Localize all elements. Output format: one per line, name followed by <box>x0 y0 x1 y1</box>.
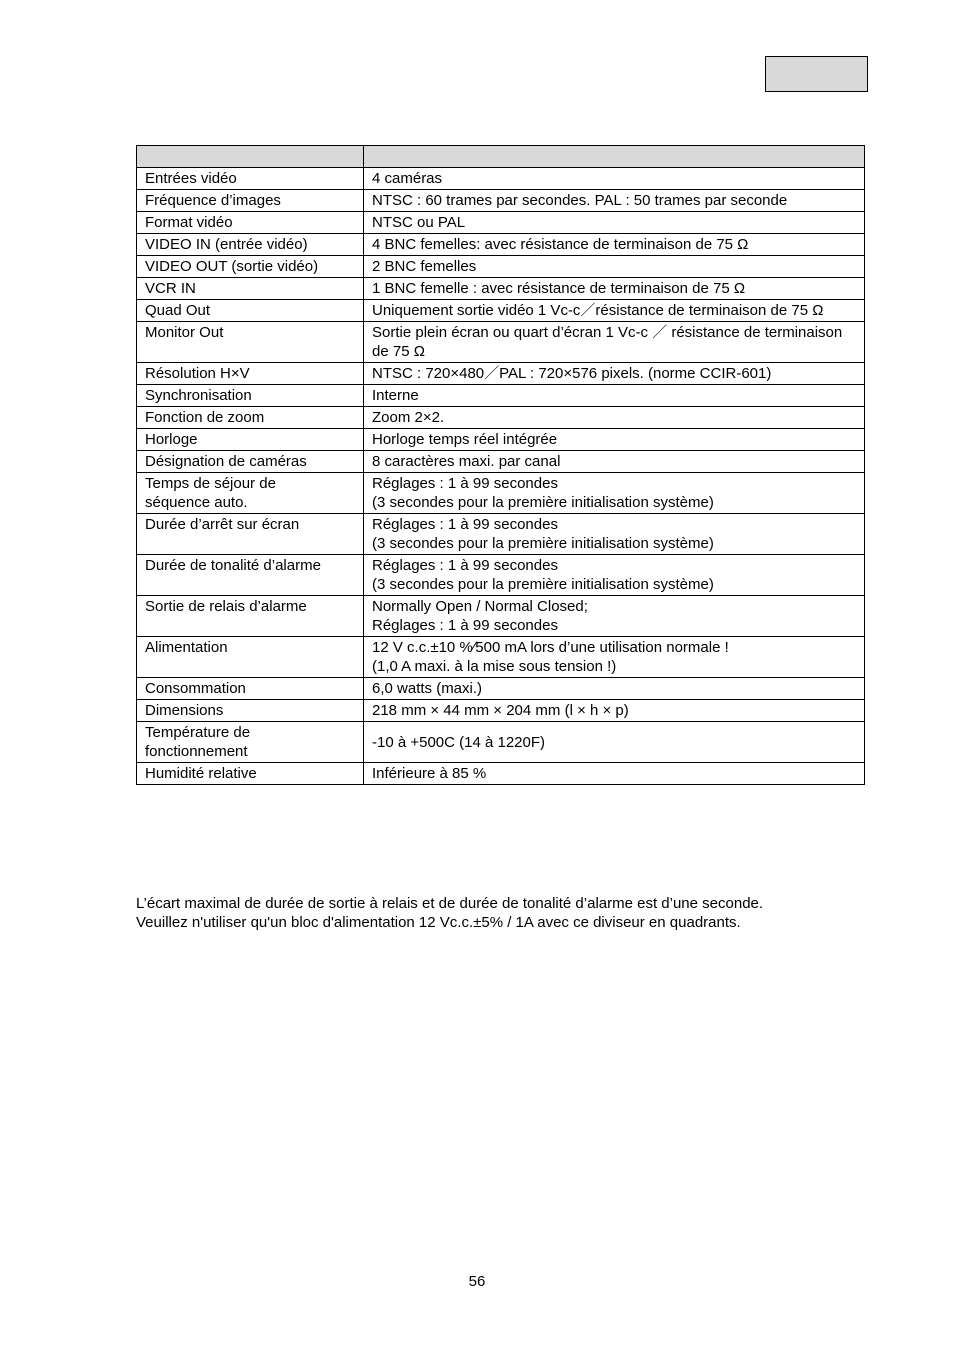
table-row <box>137 300 865 322</box>
spec-label-cell <box>137 234 364 256</box>
spec-label-text: Temps de séjour de <box>145 475 276 492</box>
spec-label-text: Horloge <box>145 431 198 448</box>
spec-label-text: Synchronisation <box>145 387 252 404</box>
spec-value-text: NTSC ou PAL <box>372 214 466 231</box>
spec-label-text: Durée d’arrêt sur écran <box>145 516 300 533</box>
table-row <box>137 256 865 278</box>
table-row <box>137 322 865 363</box>
spec-value-text: 4 caméras <box>372 170 443 187</box>
spec-label-cell <box>137 190 364 212</box>
spec-label-cell <box>137 322 364 363</box>
spec-value-cell <box>364 451 865 473</box>
spec-label-cell <box>137 514 364 555</box>
spec-value-text: (3 secondes pour la première initialisation système) <box>372 535 714 552</box>
spec-label-text: Consommation <box>145 680 246 697</box>
spec-label-cell <box>137 596 364 637</box>
spec-value-text: Inférieure à 85 % <box>372 765 487 782</box>
spec-label-text: Dimensions <box>145 702 224 719</box>
spec-value-cell <box>364 596 865 637</box>
specifications-table <box>136 145 865 785</box>
spec-label-cell <box>137 700 364 722</box>
spec-value-cell <box>364 234 865 256</box>
spec-label-text: Durée de tonalité d’alarme <box>145 557 321 574</box>
spec-value-text: (3 secondes pour la première initialisation système) <box>372 576 714 593</box>
spec-label-cell <box>137 722 364 763</box>
spec-label-cell <box>137 212 364 234</box>
spec-label-text: Désignation de caméras <box>145 453 307 470</box>
spec-value-text: Réglages : 1 à 99 secondes <box>372 516 558 533</box>
spec-value-cell <box>364 300 865 322</box>
spec-label-text: VIDEO OUT (sortie vidéo) <box>145 258 319 275</box>
spec-label-cell <box>137 407 364 429</box>
spec-label-text: fonctionnement <box>145 743 248 760</box>
table-body <box>137 168 865 785</box>
spec-label-text: Entrées vidéo <box>145 170 237 187</box>
spec-label-cell <box>137 278 364 300</box>
table-header-row <box>137 146 865 168</box>
spec-label-cell <box>137 763 364 785</box>
spec-label-text: VCR IN <box>145 280 196 297</box>
spec-label-cell <box>137 385 364 407</box>
table-row <box>137 407 865 429</box>
table-row <box>137 555 865 596</box>
table-row <box>137 700 865 722</box>
spec-label-text: Quad Out <box>145 302 211 319</box>
table-row <box>137 429 865 451</box>
spec-label-cell <box>137 363 364 385</box>
table-row <box>137 363 865 385</box>
spec-value-text: NTSC : 720×480／PAL : 720×576 pixels. (norme CCIR-601) <box>372 365 772 382</box>
table-row <box>137 763 865 785</box>
spec-value-cell <box>364 763 865 785</box>
spec-value-text: Réglages : 1 à 99 secondes <box>372 617 558 634</box>
spec-value-cell <box>364 278 865 300</box>
spec-label-cell <box>137 451 364 473</box>
spec-value-text: 6,0 watts (maxi.) <box>372 680 483 697</box>
spec-value-cell <box>364 385 865 407</box>
table-header-cell-label <box>137 146 364 168</box>
spec-label-text: Fréquence d’images <box>145 192 281 209</box>
spec-value-text: 8 caractères maxi. par canal <box>372 453 561 470</box>
table-row <box>137 678 865 700</box>
table-row <box>137 234 865 256</box>
spec-value-cell <box>364 678 865 700</box>
spec-value-text: Réglages : 1 à 99 secondes <box>372 557 558 574</box>
spec-label-text: Fonction de zoom <box>145 409 265 426</box>
spec-value-text: 12 V c.c.±10 %∕500 mA lors d’une utilisation normale ! <box>372 639 729 656</box>
table-header-cell-value <box>364 146 865 168</box>
spec-label-text: Température de <box>145 724 251 741</box>
spec-value-text: Uniquement sortie vidéo 1 Vc-c／résistance de terminaison de 75 Ω <box>372 302 824 319</box>
spec-value-text: 218 mm × 44 mm × 204 mm (l × h × p) <box>372 702 629 719</box>
table-row <box>137 473 865 514</box>
spec-label-text: Monitor Out <box>145 324 224 341</box>
spec-value-cell <box>364 190 865 212</box>
spec-value-cell <box>364 256 865 278</box>
spec-value-text: Interne <box>372 387 419 404</box>
spec-label-text: Sortie de relais d’alarme <box>145 598 307 615</box>
spec-value-cell <box>364 168 865 190</box>
spec-value-cell <box>364 212 865 234</box>
spec-label-cell <box>137 473 364 514</box>
notes <box>136 894 836 932</box>
spec-value-text: Sortie plein écran ou quart d’écran 1 Vc-c ／ résistance de terminaison de 75 Ω <box>372 324 843 360</box>
spec-label-cell <box>137 678 364 700</box>
spec-value-text: 1 BNC femelle : avec résistance de terminaison de 75 Ω <box>372 280 746 297</box>
table-row <box>137 596 865 637</box>
spec-value-text: 2 BNC femelles <box>372 258 477 275</box>
spec-value-text: Zoom 2×2. <box>372 409 445 426</box>
table-row <box>137 168 865 190</box>
spec-value-cell <box>364 700 865 722</box>
spec-value-text: (1,0 A maxi. à la mise sous tension !) <box>372 658 617 675</box>
spec-value-text: Horloge temps réel intégrée <box>372 431 558 448</box>
spec-value-cell <box>364 514 865 555</box>
spec-label-text: séquence auto. <box>145 494 248 511</box>
note-relay-deviation: L’écart maximal de durée de sortie à relais et de durée de tonalité d’alarme est d’une seconde. <box>136 895 764 912</box>
spec-value-text: Réglages : 1 à 99 secondes <box>372 475 558 492</box>
table-row <box>137 722 865 763</box>
spec-value-text: NTSC : 60 trames par secondes. PAL : 50 trames par seconde <box>372 192 788 209</box>
table-row <box>137 278 865 300</box>
spec-value-text: (3 secondes pour la première initialisation système) <box>372 494 714 511</box>
table-row <box>137 190 865 212</box>
spec-value-text: -10 à +500C (14 à 1220F) <box>372 733 546 751</box>
table-row <box>137 514 865 555</box>
spec-value-cell <box>364 555 865 596</box>
spec-label-cell <box>137 555 364 596</box>
spec-label-cell <box>137 637 364 678</box>
note-power-supply: Veuillez n'utiliser qu'un bloc d'alimentation 12 Vc.c.±5% / 1A avec ce diviseur en quadrants. <box>136 914 741 931</box>
spec-label-text: Humidité relative <box>145 765 257 782</box>
spec-value-cell <box>364 473 865 514</box>
spec-label-text: Format vidéo <box>145 214 233 231</box>
spec-value-cell <box>364 429 865 451</box>
language-tab <box>765 56 868 92</box>
spec-label-text: Alimentation <box>145 639 228 656</box>
table-row <box>137 385 865 407</box>
spec-label-cell <box>137 429 364 451</box>
spec-value-cell <box>364 637 865 678</box>
spec-value-cell <box>364 363 865 385</box>
spec-label-text: VIDEO IN (entrée vidéo) <box>145 236 308 253</box>
spec-value-cell <box>364 722 865 763</box>
spec-label-cell <box>137 300 364 322</box>
page-number: 56 <box>468 1273 486 1290</box>
table-row <box>137 212 865 234</box>
spec-value-cell <box>364 407 865 429</box>
spec-value-text: 4 BNC femelles: avec résistance de terminaison de 75 Ω <box>372 236 749 253</box>
table-row <box>137 451 865 473</box>
spec-value-cell <box>364 322 865 363</box>
spec-label-text: Résolution H×V <box>145 365 250 382</box>
spec-value-text: Normally Open / Normal Closed; <box>372 598 588 615</box>
spec-label-cell <box>137 168 364 190</box>
table-row <box>137 637 865 678</box>
spec-label-cell <box>137 256 364 278</box>
